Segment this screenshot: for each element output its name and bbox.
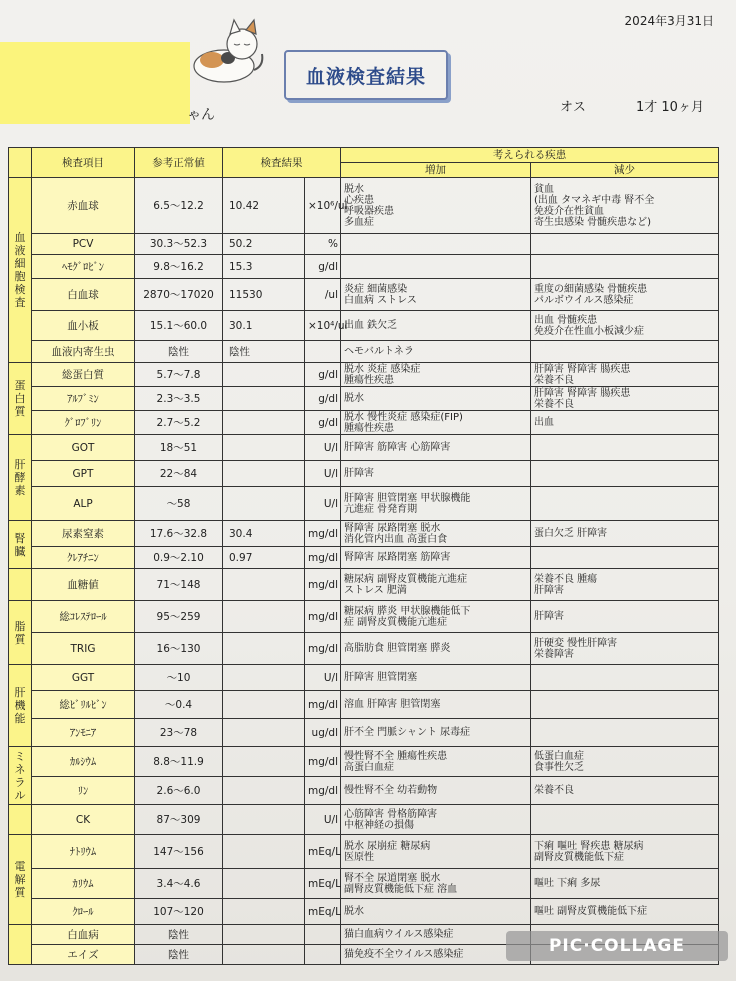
test-item: ﾅﾄﾘｳﾑ bbox=[32, 835, 135, 869]
reference-range: 〜58 bbox=[135, 487, 223, 521]
test-item: ｸﾛｰﾙ bbox=[32, 899, 135, 925]
decrease-diseases: 重度の細菌感染 骨髄疾患 パルボウイルス感染症 bbox=[531, 279, 719, 311]
reference-range: 2.7〜5.2 bbox=[135, 411, 223, 435]
result-value bbox=[223, 435, 305, 461]
test-item: ｸﾞﾛﾌﾞﾘﾝ bbox=[32, 411, 135, 435]
category-label-text: 脂質 bbox=[14, 619, 26, 646]
reference-range: 2870〜17020 bbox=[135, 279, 223, 311]
result-value: 陰性 bbox=[223, 341, 305, 363]
test-item: ｸﾚｱﾁﾆﾝ bbox=[32, 547, 135, 569]
decrease-diseases: 出血 骨髄疾患 免疫介在性血小板減少症 bbox=[531, 311, 719, 341]
cat-illustration-icon bbox=[190, 18, 266, 86]
table-row bbox=[9, 311, 719, 341]
test-item: 白血病 bbox=[32, 925, 135, 945]
category-label bbox=[9, 665, 32, 747]
table-row bbox=[9, 601, 719, 633]
result-value bbox=[223, 461, 305, 487]
increase-diseases: 脱水 心疾患 呼吸器疾患 多血症 bbox=[341, 178, 531, 234]
result-value bbox=[223, 487, 305, 521]
decrease-diseases: 貧血 (出血 タマネギ中毒 腎不全 免疫介在性貧血 寄生虫感染 骨髄疾患など) bbox=[531, 178, 719, 234]
decrease-diseases: 肝障害 腎障害 腸疾患 栄養不良 bbox=[531, 387, 719, 411]
result-value bbox=[223, 411, 305, 435]
result-unit: mg/dl bbox=[305, 569, 341, 601]
result-unit: mg/dl bbox=[305, 777, 341, 805]
table-row bbox=[9, 777, 719, 805]
test-item: CK bbox=[32, 805, 135, 835]
test-item: ﾍﾓｸﾞﾛﾋﾞﾝ bbox=[32, 255, 135, 279]
result-unit: mg/dl bbox=[305, 521, 341, 547]
reference-range: 2.6〜6.0 bbox=[135, 777, 223, 805]
table-row bbox=[9, 387, 719, 411]
result-value bbox=[223, 601, 305, 633]
reference-range: 陰性 bbox=[135, 945, 223, 965]
increase-diseases: 炎症 細菌感染 白血病 ストレス bbox=[341, 279, 531, 311]
increase-header: 増加 bbox=[341, 163, 531, 178]
increase-diseases: 高脂肪食 胆管閉塞 膵炎 bbox=[341, 633, 531, 665]
result-value: 10.42 bbox=[223, 178, 305, 234]
result-value bbox=[223, 387, 305, 411]
result-value: 15.3 bbox=[223, 255, 305, 279]
result-unit: mg/dl bbox=[305, 633, 341, 665]
reference-range: 5.7〜7.8 bbox=[135, 363, 223, 387]
patient-age: 1才 10ヶ月 bbox=[636, 100, 704, 115]
table-row bbox=[9, 411, 719, 435]
test-item: 総ｺﾚｽﾃﾛｰﾙ bbox=[32, 601, 135, 633]
table-row bbox=[9, 255, 719, 279]
reference-range: 陰性 bbox=[135, 925, 223, 945]
increase-diseases: 肝障害 胆管閉塞 bbox=[341, 665, 531, 691]
category-label bbox=[9, 747, 32, 805]
result-unit: U/l bbox=[305, 665, 341, 691]
test-item: ｶﾙｼｳﾑ bbox=[32, 747, 135, 777]
result-value: 0.97 bbox=[223, 547, 305, 569]
category-label-text: 肝酵素 bbox=[14, 458, 26, 497]
result-unit: mEq/L bbox=[305, 899, 341, 925]
decrease-diseases: 嘔吐 下痢 多尿 bbox=[531, 869, 719, 899]
result-value bbox=[223, 805, 305, 835]
test-item: GPT bbox=[32, 461, 135, 487]
reference-range: 9.8〜16.2 bbox=[135, 255, 223, 279]
diseases-header: 考えられる疾患 bbox=[341, 148, 719, 163]
category-header bbox=[9, 148, 32, 178]
table-row bbox=[9, 899, 719, 925]
result-value bbox=[223, 869, 305, 899]
test-item: GOT bbox=[32, 435, 135, 461]
reference-range: 22〜84 bbox=[135, 461, 223, 487]
reference-header: 参考正常値 bbox=[135, 148, 223, 178]
increase-diseases: 脱水 bbox=[341, 899, 531, 925]
increase-diseases: 猫免疫不全ウイルス感染症 bbox=[341, 945, 531, 965]
test-item: 総ﾋﾞﾘﾙﾋﾞﾝ bbox=[32, 691, 135, 719]
result-unit: mg/dl bbox=[305, 691, 341, 719]
table-row bbox=[9, 279, 719, 311]
category-label bbox=[9, 835, 32, 925]
increase-diseases bbox=[341, 255, 531, 279]
test-item: 血小板 bbox=[32, 311, 135, 341]
increase-diseases: 腎障害 尿路閉塞 脱水 消化管内出血 高蛋白食 bbox=[341, 521, 531, 547]
increase-diseases: 出血 鉄欠乏 bbox=[341, 311, 531, 341]
result-unit: g/dl bbox=[305, 387, 341, 411]
test-item: エイズ bbox=[32, 945, 135, 965]
reference-range: 107〜120 bbox=[135, 899, 223, 925]
item-header: 検査項目 bbox=[32, 148, 135, 178]
result-header: 検査結果 bbox=[223, 148, 341, 178]
test-item: 赤血球 bbox=[32, 178, 135, 234]
result-unit bbox=[305, 925, 341, 945]
decrease-diseases bbox=[531, 234, 719, 255]
category-label-text: ミネラル bbox=[14, 749, 26, 802]
result-value: 11530 bbox=[223, 279, 305, 311]
result-unit bbox=[305, 341, 341, 363]
test-item: ｶﾘｳﾑ bbox=[32, 869, 135, 899]
increase-diseases: 肝障害 bbox=[341, 461, 531, 487]
table-row bbox=[9, 747, 719, 777]
redacted-name-block bbox=[0, 42, 190, 124]
table-row bbox=[9, 835, 719, 869]
table-row bbox=[9, 461, 719, 487]
decrease-diseases: 低蛋白血症 食事性欠乏 bbox=[531, 747, 719, 777]
reference-range: 0.9〜2.10 bbox=[135, 547, 223, 569]
table-row bbox=[9, 178, 719, 234]
reference-range: 87〜309 bbox=[135, 805, 223, 835]
reference-range: 147〜156 bbox=[135, 835, 223, 869]
test-item: TRIG bbox=[32, 633, 135, 665]
decrease-header: 減少 bbox=[531, 163, 719, 178]
reference-range: 陰性 bbox=[135, 341, 223, 363]
table-row bbox=[9, 665, 719, 691]
table-row bbox=[9, 569, 719, 601]
result-value bbox=[223, 363, 305, 387]
increase-diseases: 肝障害 胆管閉塞 甲状腺機能 亢進症 骨発育期 bbox=[341, 487, 531, 521]
reference-range: 16〜130 bbox=[135, 633, 223, 665]
category-label-text: 電解質 bbox=[14, 860, 26, 899]
test-item: ALP bbox=[32, 487, 135, 521]
reference-range: 18〜51 bbox=[135, 435, 223, 461]
increase-diseases: 脱水 尿崩症 糖尿病 医原性 bbox=[341, 835, 531, 869]
result-unit: mg/dl bbox=[305, 547, 341, 569]
lab-results-table bbox=[8, 147, 719, 965]
result-unit: U/l bbox=[305, 461, 341, 487]
result-value bbox=[223, 925, 305, 945]
report-date: 2024年3月31日 bbox=[624, 14, 714, 28]
reference-range: 6.5〜12.2 bbox=[135, 178, 223, 234]
category-label bbox=[9, 601, 32, 665]
decrease-diseases bbox=[531, 461, 719, 487]
decrease-diseases bbox=[531, 435, 719, 461]
test-item: ｱﾙﾌﾞﾐﾝ bbox=[32, 387, 135, 411]
increase-diseases: 溶血 肝障害 胆管閉塞 bbox=[341, 691, 531, 719]
test-item: 総蛋白質 bbox=[32, 363, 135, 387]
decrease-diseases: 肝硬変 慢性肝障害 栄養障害 bbox=[531, 633, 719, 665]
result-value bbox=[223, 569, 305, 601]
increase-diseases: 腎不全 尿道閉塞 脱水 副腎皮質機能低下症 溶血 bbox=[341, 869, 531, 899]
result-unit: g/dl bbox=[305, 255, 341, 279]
reference-range: 95〜259 bbox=[135, 601, 223, 633]
category-label bbox=[9, 805, 32, 835]
reference-range: 〜10 bbox=[135, 665, 223, 691]
decrease-diseases: 栄養不良 腫瘍 肝障害 bbox=[531, 569, 719, 601]
result-unit: mEq/L bbox=[305, 835, 341, 869]
category-label-text: 肝機能 bbox=[14, 686, 26, 725]
result-unit bbox=[305, 945, 341, 965]
decrease-diseases: 嘔吐 副腎皮質機能低下症 bbox=[531, 899, 719, 925]
result-unit: mg/dl bbox=[305, 747, 341, 777]
report-title: 血液検査結果 bbox=[284, 50, 448, 100]
result-value bbox=[223, 633, 305, 665]
decrease-diseases bbox=[531, 665, 719, 691]
category-label-text: 蛋白質 bbox=[14, 379, 26, 418]
table-row bbox=[9, 691, 719, 719]
patient-sex: オス bbox=[560, 100, 586, 115]
result-unit: % bbox=[305, 234, 341, 255]
decrease-diseases bbox=[531, 691, 719, 719]
table-row bbox=[9, 521, 719, 547]
result-unit: ×10⁶/ul bbox=[305, 178, 341, 234]
pic-collage-watermark: PIC·COLLAGE bbox=[506, 931, 728, 961]
result-unit: U/l bbox=[305, 487, 341, 521]
decrease-diseases bbox=[531, 547, 719, 569]
result-value bbox=[223, 835, 305, 869]
increase-diseases: 腎障害 尿路閉塞 筋障害 bbox=[341, 547, 531, 569]
reference-range: 3.4〜4.6 bbox=[135, 869, 223, 899]
table-row bbox=[9, 234, 719, 255]
category-label-text: 腎臓 bbox=[14, 531, 26, 558]
result-value bbox=[223, 691, 305, 719]
test-item: ﾘﾝ bbox=[32, 777, 135, 805]
decrease-diseases bbox=[531, 341, 719, 363]
result-unit: ×10⁴/ul bbox=[305, 311, 341, 341]
category-label bbox=[9, 521, 32, 569]
increase-diseases: 心筋障害 骨格筋障害 中枢神経の損傷 bbox=[341, 805, 531, 835]
table-row bbox=[9, 805, 719, 835]
result-value bbox=[223, 719, 305, 747]
patient-name-suffix: ゃん bbox=[187, 107, 215, 123]
category-label bbox=[9, 925, 32, 965]
decrease-diseases bbox=[531, 805, 719, 835]
increase-diseases: 猫白血病ウイルス感染症 bbox=[341, 925, 531, 945]
result-value bbox=[223, 899, 305, 925]
result-value bbox=[223, 665, 305, 691]
result-unit: /ul bbox=[305, 279, 341, 311]
test-item: PCV bbox=[32, 234, 135, 255]
category-label-text: 血液細胞検査 bbox=[14, 231, 26, 309]
result-value: 30.4 bbox=[223, 521, 305, 547]
result-unit: mg/dl bbox=[305, 601, 341, 633]
increase-diseases: 慢性腎不全 腫瘍性疾患 高蛋白血症 bbox=[341, 747, 531, 777]
category-label bbox=[9, 363, 32, 435]
category-label bbox=[9, 178, 32, 363]
table-row bbox=[9, 547, 719, 569]
category-label bbox=[9, 569, 32, 601]
increase-diseases bbox=[341, 234, 531, 255]
test-item: ｱﾝﾓﾆｱ bbox=[32, 719, 135, 747]
decrease-diseases: 栄養不良 bbox=[531, 777, 719, 805]
reference-range: 8.8〜11.9 bbox=[135, 747, 223, 777]
decrease-diseases: 蛋白欠乏 肝障害 bbox=[531, 521, 719, 547]
test-item: 血液内寄生虫 bbox=[32, 341, 135, 363]
increase-diseases: 肝障害 筋障害 心筋障害 bbox=[341, 435, 531, 461]
table-row bbox=[9, 869, 719, 899]
result-unit: g/dl bbox=[305, 411, 341, 435]
increase-diseases: 糖尿病 膵炎 甲状腺機能低下 症 副腎皮質機能亢進症 bbox=[341, 601, 531, 633]
category-label bbox=[9, 435, 32, 521]
reference-range: 71〜148 bbox=[135, 569, 223, 601]
result-unit: g/dl bbox=[305, 363, 341, 387]
result-value bbox=[223, 747, 305, 777]
decrease-diseases: 肝障害 bbox=[531, 601, 719, 633]
table-row bbox=[9, 341, 719, 363]
reference-range: 30.3〜52.3 bbox=[135, 234, 223, 255]
result-value: 30.1 bbox=[223, 311, 305, 341]
result-value: 50.2 bbox=[223, 234, 305, 255]
test-item: 尿素窒素 bbox=[32, 521, 135, 547]
reference-range: 〜0.4 bbox=[135, 691, 223, 719]
table-row bbox=[9, 633, 719, 665]
decrease-diseases bbox=[531, 487, 719, 521]
decrease-diseases bbox=[531, 719, 719, 747]
result-value bbox=[223, 945, 305, 965]
result-unit: mEq/L bbox=[305, 869, 341, 899]
table-row bbox=[9, 719, 719, 747]
decrease-diseases bbox=[531, 255, 719, 279]
decrease-diseases: 下痢 嘔吐 腎疾患 糖尿病 副腎皮質機能低下症 bbox=[531, 835, 719, 869]
reference-range: 2.3〜3.5 bbox=[135, 387, 223, 411]
reference-range: 17.6〜32.8 bbox=[135, 521, 223, 547]
decrease-diseases: 肝障害 腎障害 腸疾患 栄養不良 bbox=[531, 363, 719, 387]
reference-range: 15.1〜60.0 bbox=[135, 311, 223, 341]
decrease-diseases: 出血 bbox=[531, 411, 719, 435]
result-unit: U/l bbox=[305, 435, 341, 461]
table-row bbox=[9, 363, 719, 387]
result-value bbox=[223, 777, 305, 805]
test-item: 白血球 bbox=[32, 279, 135, 311]
table-row bbox=[9, 435, 719, 461]
reference-range: 23〜78 bbox=[135, 719, 223, 747]
table-row bbox=[9, 487, 719, 521]
result-unit: U/l bbox=[305, 805, 341, 835]
result-unit: ug/dl bbox=[305, 719, 341, 747]
increase-diseases: 糖尿病 副腎皮質機能亢進症 ストレス 肥満 bbox=[341, 569, 531, 601]
increase-diseases: 肝不全 門脈シャント 尿毒症 bbox=[341, 719, 531, 747]
increase-diseases: ヘモバルトネラ bbox=[341, 341, 531, 363]
increase-diseases: 脱水 慢性炎症 感染症(FIP) 腫瘍性疾患 bbox=[341, 411, 531, 435]
test-item: GGT bbox=[32, 665, 135, 691]
increase-diseases: 慢性腎不全 幼若動物 bbox=[341, 777, 531, 805]
test-item: 血糖値 bbox=[32, 569, 135, 601]
increase-diseases: 脱水 bbox=[341, 387, 531, 411]
increase-diseases: 脱水 炎症 感染症 腫瘍性疾患 bbox=[341, 363, 531, 387]
